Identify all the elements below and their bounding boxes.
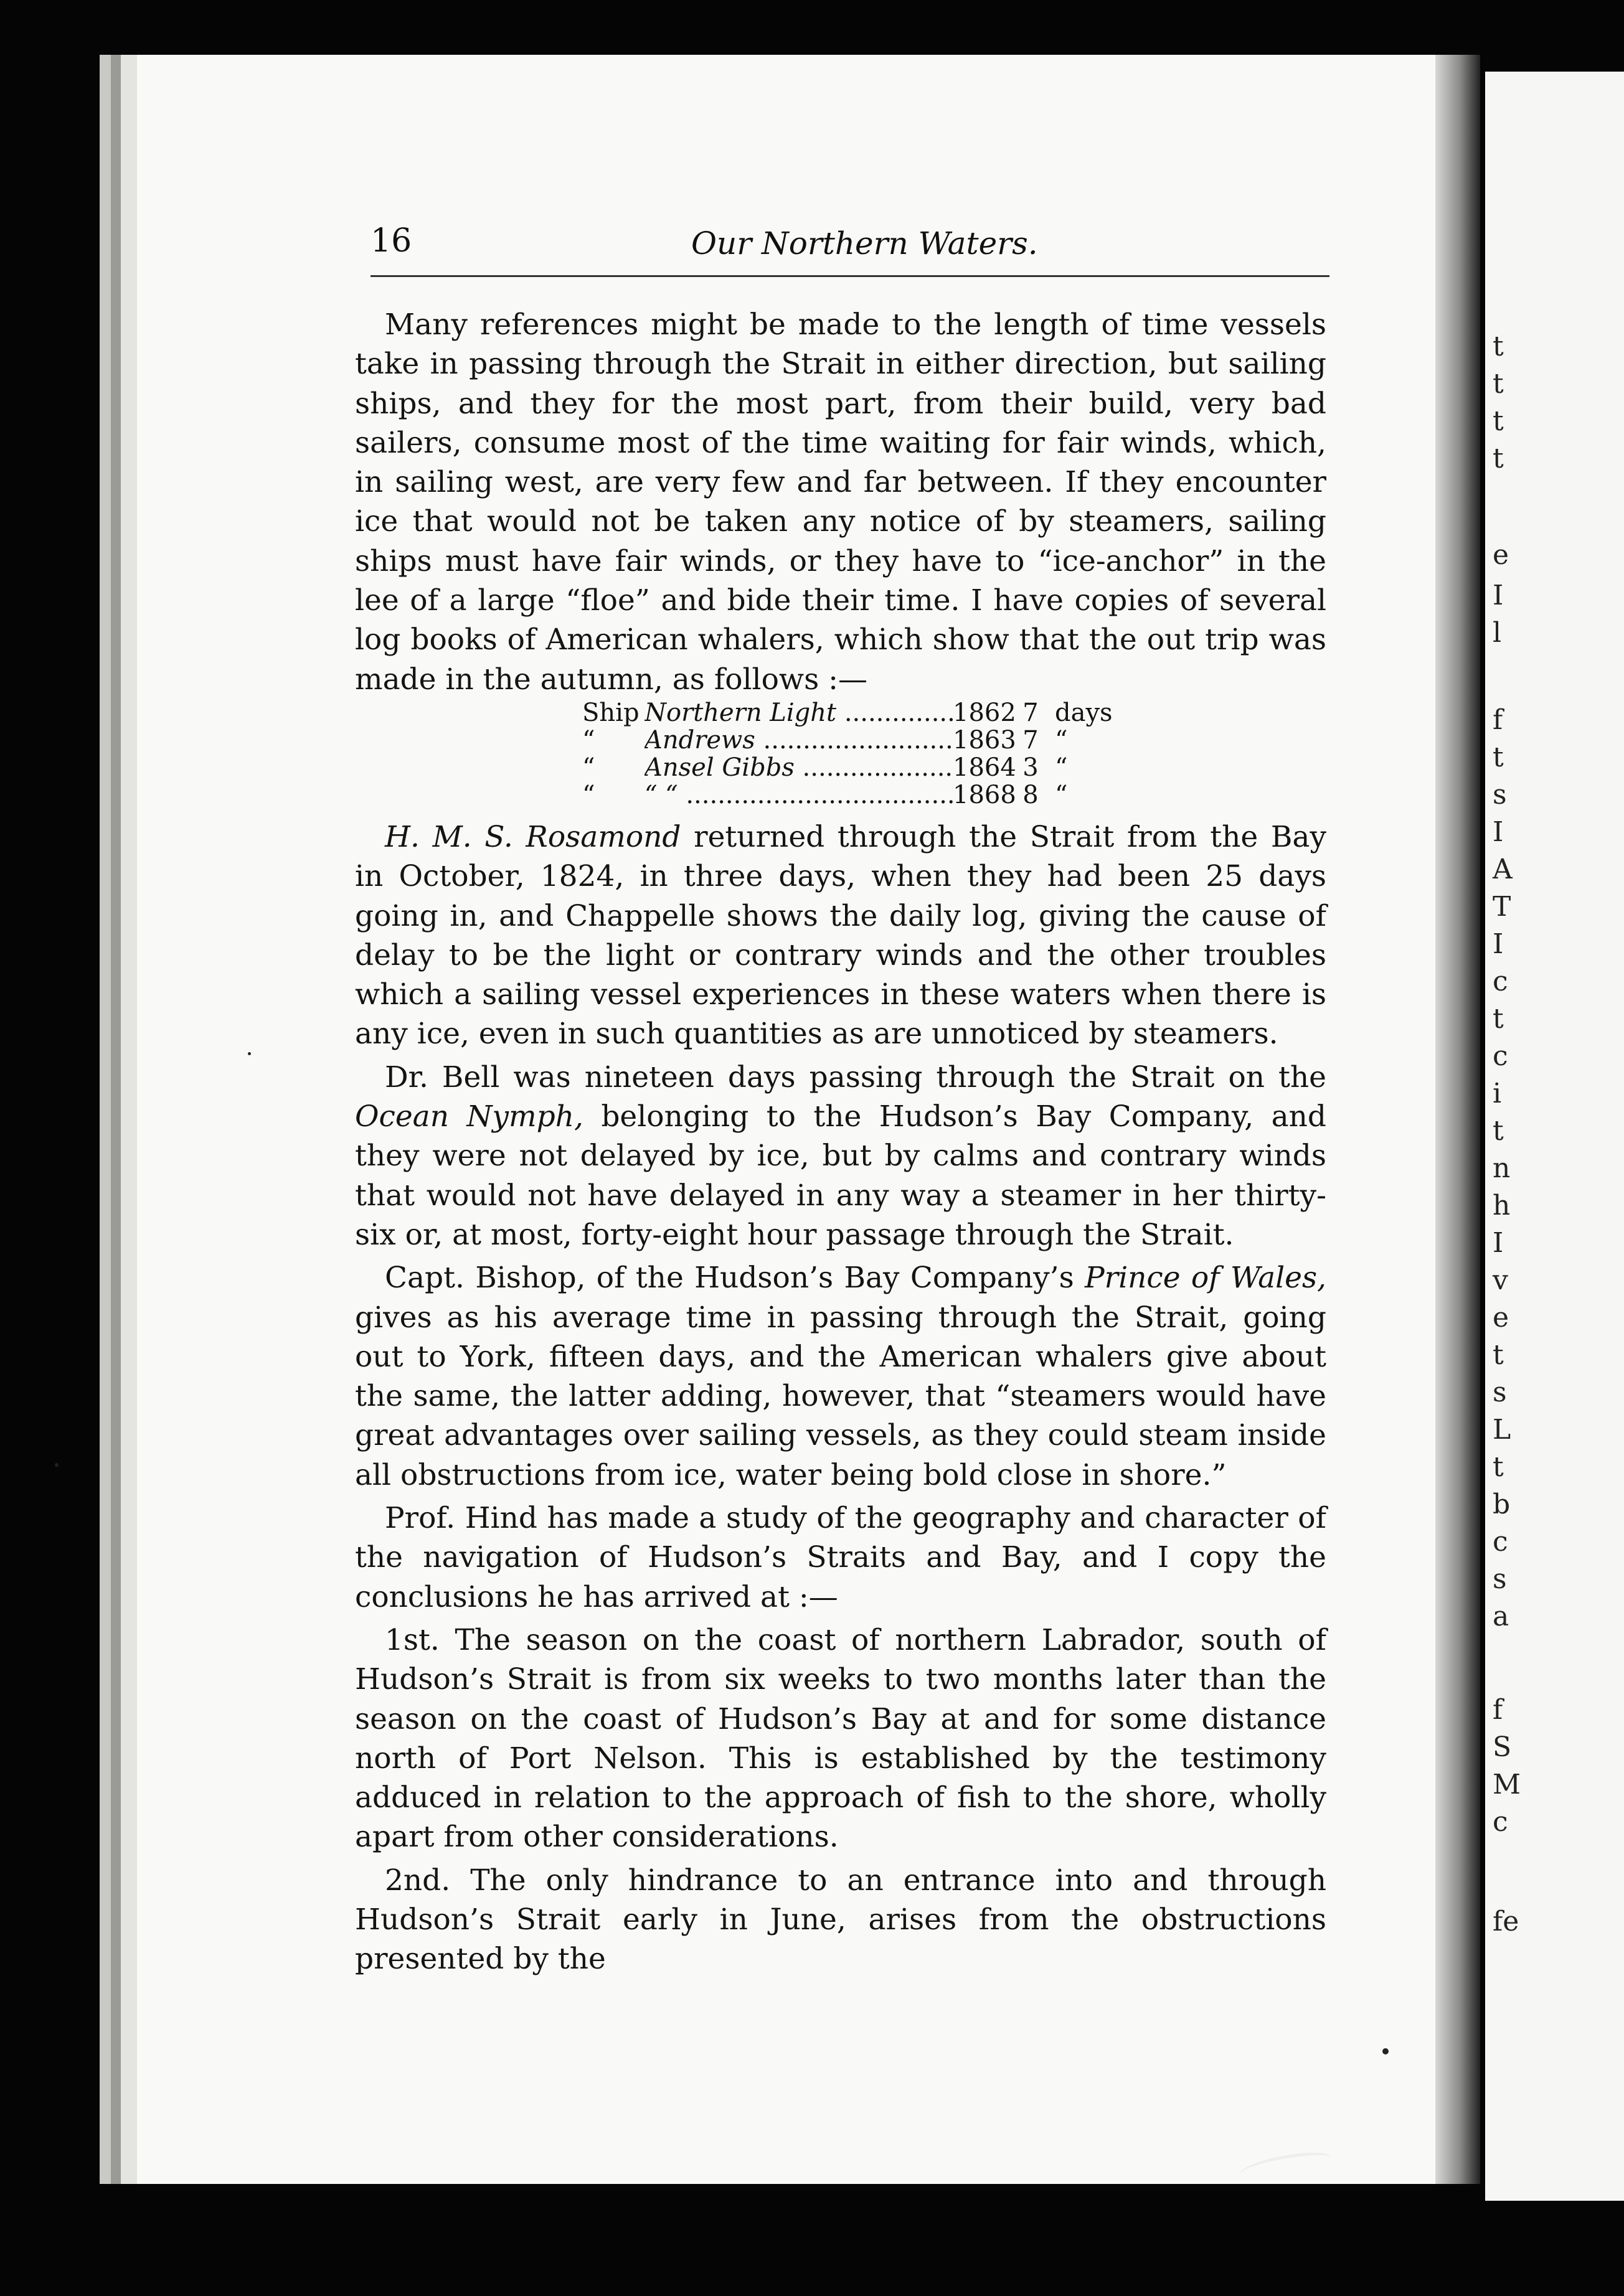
facing-fragment: T: [1493, 891, 1511, 923]
facing-fragment: e: [1493, 539, 1509, 571]
facing-fragment: t: [1493, 368, 1504, 400]
running-title: Our Northern Waters.: [691, 225, 1038, 261]
facing-fragment: t: [1493, 443, 1504, 474]
facing-page-edge: [1485, 72, 1624, 2201]
log-row: [355, 781, 1326, 809]
log-vessel-name: Ansel Gibbs .....: [644, 754, 953, 781]
facing-fragment: t: [1493, 1003, 1504, 1035]
log-year: 1863: [953, 725, 1016, 755]
facing-fragment: I: [1493, 928, 1504, 960]
log-year: 1868: [953, 780, 1016, 809]
facing-fragment: c: [1493, 1806, 1508, 1838]
log-days: 7: [1022, 698, 1039, 727]
ship-name: H. M. S. Rosamond: [385, 819, 681, 854]
facing-fragment: I: [1493, 816, 1504, 848]
paragraph: Capt. Bishop, of the Hudson’s Bay Company’s Prince of Wales, gives as his average time in passing through the Strait, going out to York, fifteen days, and the American whalers give about the same, the latter adding, however, that “steamers would have great advantages over sailing vessels, as they could steam inside all obstructions from ice, water being bold close in shore.”: [355, 1261, 1327, 1492]
paragraph: H. M. S. Rosamond returned through the Strait from the Bay in October, 1824, in three days, when they had been 25 days going in, and Chappelle shows the daily log, giving the cause of delay to be the light or contrary winds and the other troubles which a sailing vessel experiences in these waters when there is any ice, even in such quantities as are unnoticed by steamers.: [355, 819, 1326, 1052]
log-vessel-name: Northern Light .....: [644, 699, 953, 727]
paragraph: 1st. The season on the coast of northern Labrador, south of Hudson’s Strait is from six weeks to two months later than the season on the coast of Hudson’s Bay at and for some distance north of Port Nelson. This is established by the testimony adduced in relation to the approach of fish to the shore, wholly apart from other considerations.: [355, 1622, 1326, 1855]
facing-fragment: f: [1493, 1694, 1503, 1726]
log-year: 1862: [953, 698, 1016, 727]
ship-name: Prince of Wales,: [1085, 1261, 1327, 1296]
page-number: 16: [371, 222, 412, 260]
log-ship-prefix: “: [582, 725, 595, 755]
log-ship-prefix: “: [582, 753, 595, 782]
facing-fragment: a: [1493, 1601, 1509, 1632]
ship-name: Ocean Nymph,: [355, 1099, 583, 1134]
facing-fragment: n: [1493, 1152, 1511, 1184]
facing-fragment: b: [1493, 1489, 1511, 1520]
facing-fragment: L: [1493, 1414, 1511, 1446]
facing-fragment: S: [1493, 1731, 1512, 1763]
facing-fragment: s: [1493, 779, 1507, 811]
log-ship-prefix: Ship: [582, 698, 640, 727]
log-vessel-name: Andrews .....: [644, 727, 953, 754]
log-unit: days: [1055, 698, 1113, 727]
facing-fragment: s: [1493, 1563, 1507, 1595]
facing-fragment: t: [1493, 405, 1504, 437]
facing-fragment: M: [1493, 1769, 1521, 1800]
ink-speck: [55, 1463, 59, 1467]
page-gutter-shadow: [1435, 55, 1480, 2184]
facing-fragment: v: [1493, 1264, 1508, 1296]
log-days: 3: [1022, 753, 1039, 782]
paragraph: Prof. Hind has made a study of the geography and character of the navigation of Hudson’s Straits and Bay, and I copy the conclusions he has arrived at :—: [355, 1501, 1326, 1614]
log-vessel-name: “ “ .....: [644, 781, 953, 809]
log-ship-prefix: “: [582, 780, 595, 809]
paragraph: Dr. Bell was nineteen days passing through the Strait on the Ocean Nymph, belonging to the Hudson’s Bay Company, and they were not delayed by ice, but by calms and contrary winds that would not have delayed in any way a steamer in her thirty-six or, at most, forty-eight hour passage through the Strait.: [355, 1060, 1326, 1252]
facing-fragment: c: [1493, 1526, 1508, 1558]
log-row: [355, 754, 1326, 781]
ink-speck: [248, 1052, 251, 1055]
running-header: [371, 219, 1329, 277]
facing-fragment: t: [1493, 331, 1504, 362]
facing-fragment: I: [1493, 1227, 1504, 1259]
log-days: 7: [1022, 725, 1039, 755]
log-days: 8: [1022, 780, 1039, 809]
facing-fragment: t: [1493, 741, 1504, 773]
paragraph: 2nd. The only hindrance to an entrance into and through Hudson’s Strait early in June, arises from the obstructions presented by the: [355, 1863, 1326, 1977]
ink-speck: [1382, 2048, 1389, 2054]
facing-fragment: e: [1493, 1302, 1509, 1334]
facing-fragment: c: [1493, 1040, 1508, 1072]
facing-fragment: i: [1493, 1078, 1502, 1109]
facing-fragment: t: [1493, 1115, 1504, 1147]
paragraph: Many references might be made to the length of time vessels take in passing through the Strait in either direction, but sailing ships, and they for the most part, from their build, very bad sailers, consume most of the time waiting for fair winds, which, in sailing west, are very few and far between. If they encounter ice that would not be taken any notice of by steamers, sailing ships must have fair winds, or they have to “ice-anchor” in the lee of a large “floe” and bide their time. I have copies of several log books of American whalers, which show that the out trip was made in the autumn, as follows :—: [355, 308, 1326, 697]
facing-fragment: fe: [1493, 1906, 1519, 1937]
facing-fragment: c: [1493, 966, 1508, 997]
facing-fragment: I: [1493, 580, 1504, 611]
facing-fragment: h: [1493, 1190, 1511, 1221]
log-row: [355, 727, 1326, 754]
log-unit: “: [1055, 725, 1068, 755]
log-year: 1864: [953, 753, 1016, 782]
facing-fragment: t: [1493, 1451, 1504, 1483]
facing-fragment: l: [1493, 617, 1502, 649]
facing-fragment: f: [1493, 704, 1503, 736]
whaler-log-table: [355, 699, 1326, 809]
facing-fragment: s: [1493, 1376, 1507, 1408]
log-row: [355, 699, 1326, 727]
body-text: [355, 305, 1326, 1979]
log-unit: “: [1055, 780, 1068, 809]
log-unit: “: [1055, 753, 1068, 782]
facing-fragment: t: [1493, 1339, 1504, 1371]
facing-fragment: A: [1493, 854, 1513, 885]
